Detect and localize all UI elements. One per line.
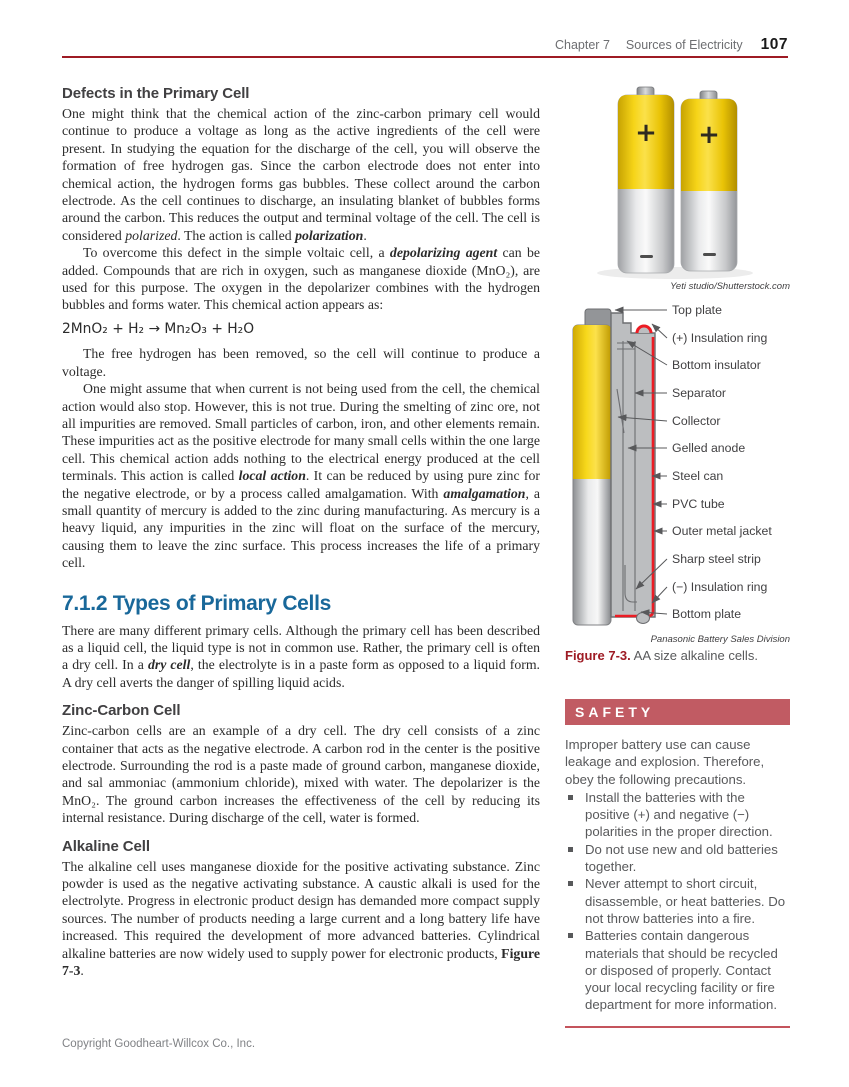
paragraph-types <box>62 622 540 692</box>
safety-body <box>565 736 790 1014</box>
diagram-label: Steel can <box>672 469 724 483</box>
page-number: 107 <box>760 36 788 53</box>
figure-column <box>565 85 790 1028</box>
paragraph-zinc-carbon: Zinc-carbon cells are an example of a dry cell. The dry cell consists of a zinc container that acts as the negative electrode. A carbon rod in the center is the positive electrode. Surrounding the rod is a paste made of ground carbon, manganese dioxide, and sal ammoniac (ammonium chloride), mixed with water. The depolarizer is the MnO₂. The ground carbon increases the effectiveness of the cell by reducing its internal resistance. During discharge of the cell, water is formed. <box>62 723 540 826</box>
diagram-label: Gelled anode <box>672 441 746 455</box>
safety-item: Batteries contain dangerous materials that should be recycled or disposed of properly. Contact your local recycling facility or fire department for more information. <box>565 927 790 1013</box>
battery-cutaway-diagram <box>565 297 790 634</box>
paragraph-defects-1 <box>62 105 540 244</box>
battery-right <box>681 91 737 271</box>
safety-list <box>565 789 790 1014</box>
text-segment: The alkaline cell uses manganese dioxide for the positive activating substance. Zinc powder is used as the negative activating substance. A caustic alkali is used for the electrolyte. Progress in electronic product design has demanded more compact supply sources. The number of products needing a large current and a long battery life have increased. This required the development of more advanced batteries. Cylindrical alkaline batteries are now widely used to supply power for electronic products, <box>62 858 540 961</box>
diagram-label: Bottom plate <box>672 607 742 621</box>
text-segment: There are many different primary cells. Although the primary cell has been described as a liquid cell, the liquid type is not in common use. Rather, the primary cell is often a dry cell. In a <box>62 622 540 673</box>
diagram-label: Outer metal jacket <box>672 524 772 538</box>
diagram-labels <box>672 303 772 621</box>
heading-alkaline-cell: Alkaline Cell <box>62 837 150 855</box>
copyright-notice: Copyright Goodheart-Willcox Co., Inc. <box>62 1038 256 1050</box>
heading-defects: Defects in the Primary Cell <box>62 85 250 102</box>
safety-box <box>565 699 790 1028</box>
text-segment: . <box>363 227 367 243</box>
diagram-label: (−) Insulation ring <box>672 580 768 594</box>
text-segment: . <box>80 963 84 979</box>
figure-caption-text: AA size alkaline cells. <box>633 648 758 663</box>
text-segment: , a small quantity of mercury is added to the zinc during manufacturing. As mercury is a heavy liquid, any impurities in the zinc will float on the surface of the mercury, causing them to leave the zinc surface. This process increases the life of a primary cell. <box>62 485 540 571</box>
paragraph-local-action <box>62 380 540 571</box>
term-polarized: polarized <box>125 227 178 243</box>
diagram-label: Bottom insulator <box>672 358 761 372</box>
diagram-label: Top plate <box>672 303 722 317</box>
figure-caption <box>565 648 790 664</box>
battery-exterior <box>573 309 611 625</box>
diagram-label: Collector <box>672 414 721 428</box>
term-depolarizing-agent: depolarizing agent <box>389 245 498 261</box>
heading-types-of-primary-cells: 7.1.2 Types of Primary Cells <box>62 591 332 615</box>
diagram-label: Sharp steel strip <box>672 552 761 566</box>
text-segment: One might think that the chemical action of the zinc-carbon primary cell would continue to produce a voltage as long as the active ingredients of the cell were present. In studying the equation for the discharge of the cell, you will observe the formation of free hydrogen gas. Since the carbon electrode does not enter into chemical action, the hydrogen forms gas bubbles. These collect around the carbon electrode. As the cell continues to discharge, an insulating blanket of bubbles forms around the carbon. This reduces the output and terminal voltage of the cell. The cell is considered <box>62 106 540 243</box>
main-text-column <box>62 85 540 979</box>
safety-item: Do not use new and old batteries together. <box>565 841 790 876</box>
paragraph-alkaline <box>62 858 540 980</box>
figure-caption-number: Figure 7-3. <box>565 648 631 663</box>
safety-item: Never attempt to short circuit, disassemble, or heat batteries. Do not throw batteries into a fire. <box>565 875 790 927</box>
insulation-ring-positive <box>637 326 651 333</box>
paragraph-defects-2 <box>62 244 540 314</box>
chemical-equation: 2MnO₂ + H₂ → Mn₂O₃ + H₂O <box>62 320 255 337</box>
header-rule <box>62 56 788 58</box>
text-segment: . The action is called <box>177 227 296 243</box>
plus-terminal-symbol: + <box>635 118 657 148</box>
paragraph-free-hydrogen: The free hydrogen has been removed, so the cell will continue to produce a voltage. <box>62 346 540 379</box>
text-segment: One might assume that when current is not being used from the cell, the chemical action would also stop. However, this is not true. During the smelting of zinc ore, not all impurities are removed. Small particles of carbon, iron, and other elements remain. These impurities act as the positive electrode for many small cells within the one large cell. This chemical action adds nothing to the electrical energy produced at the cell terminals. This action is called <box>62 381 540 484</box>
aa-batteries-image <box>565 85 790 281</box>
chapter-label: Chapter 7 <box>555 38 610 52</box>
safety-title-bar: SAFETY <box>565 699 790 725</box>
diagram-label: (+) Insulation ring <box>672 331 768 345</box>
text-segment: can be added. Compounds that are rich in oxygen, such as manganese dioxide (MnO₂), are used for this purpose. The oxygen in the depolarizer combines with the hydrogen bubbles and forms water. This chemical action appears as: <box>62 245 540 313</box>
text-segment: , the electrolyte is in a paste form as opposed to a liquid form. A dry cell averts the danger of spilling liquid acids. <box>62 657 541 690</box>
plus-terminal-symbol: + <box>698 120 720 150</box>
heading-zinc-carbon-cell: Zinc-Carbon Cell <box>62 702 181 720</box>
term-amalgamation: amalgamation <box>443 485 526 501</box>
figure-reference: Figure 7-3 <box>62 945 540 979</box>
term-polarization: polarization <box>295 227 364 243</box>
bottom-plate-nub <box>637 613 650 624</box>
diagram-label: PVC tube <box>672 497 725 511</box>
term-local-action: local action <box>238 468 306 484</box>
text-segment: . It can be reduced by using pure zinc for the negative electrode, or by a process called amalgamation. With <box>62 468 541 501</box>
safety-intro: Improper battery use can cause leakage and explosion. Therefore, obey the following precautions. <box>565 737 765 787</box>
photo-credit: Yeti studio/Shutterstock.com <box>670 281 790 292</box>
text-segment: To overcome this defect in the simple voltaic cell, a <box>83 245 390 261</box>
battery-left <box>618 87 674 273</box>
term-dry-cell: dry cell <box>147 657 191 673</box>
section-label: Sources of Electricity <box>625 38 743 52</box>
running-head <box>555 36 788 54</box>
battery-photo <box>565 85 790 281</box>
cutaway-diagram-svg <box>565 297 790 634</box>
safety-item: Install the batteries with the positive (+) and negative (−) polarities in the proper direction. <box>565 789 790 841</box>
diagram-label: Separator <box>672 386 727 400</box>
diagram-credit: Panasonic Battery Sales Division <box>650 634 790 645</box>
